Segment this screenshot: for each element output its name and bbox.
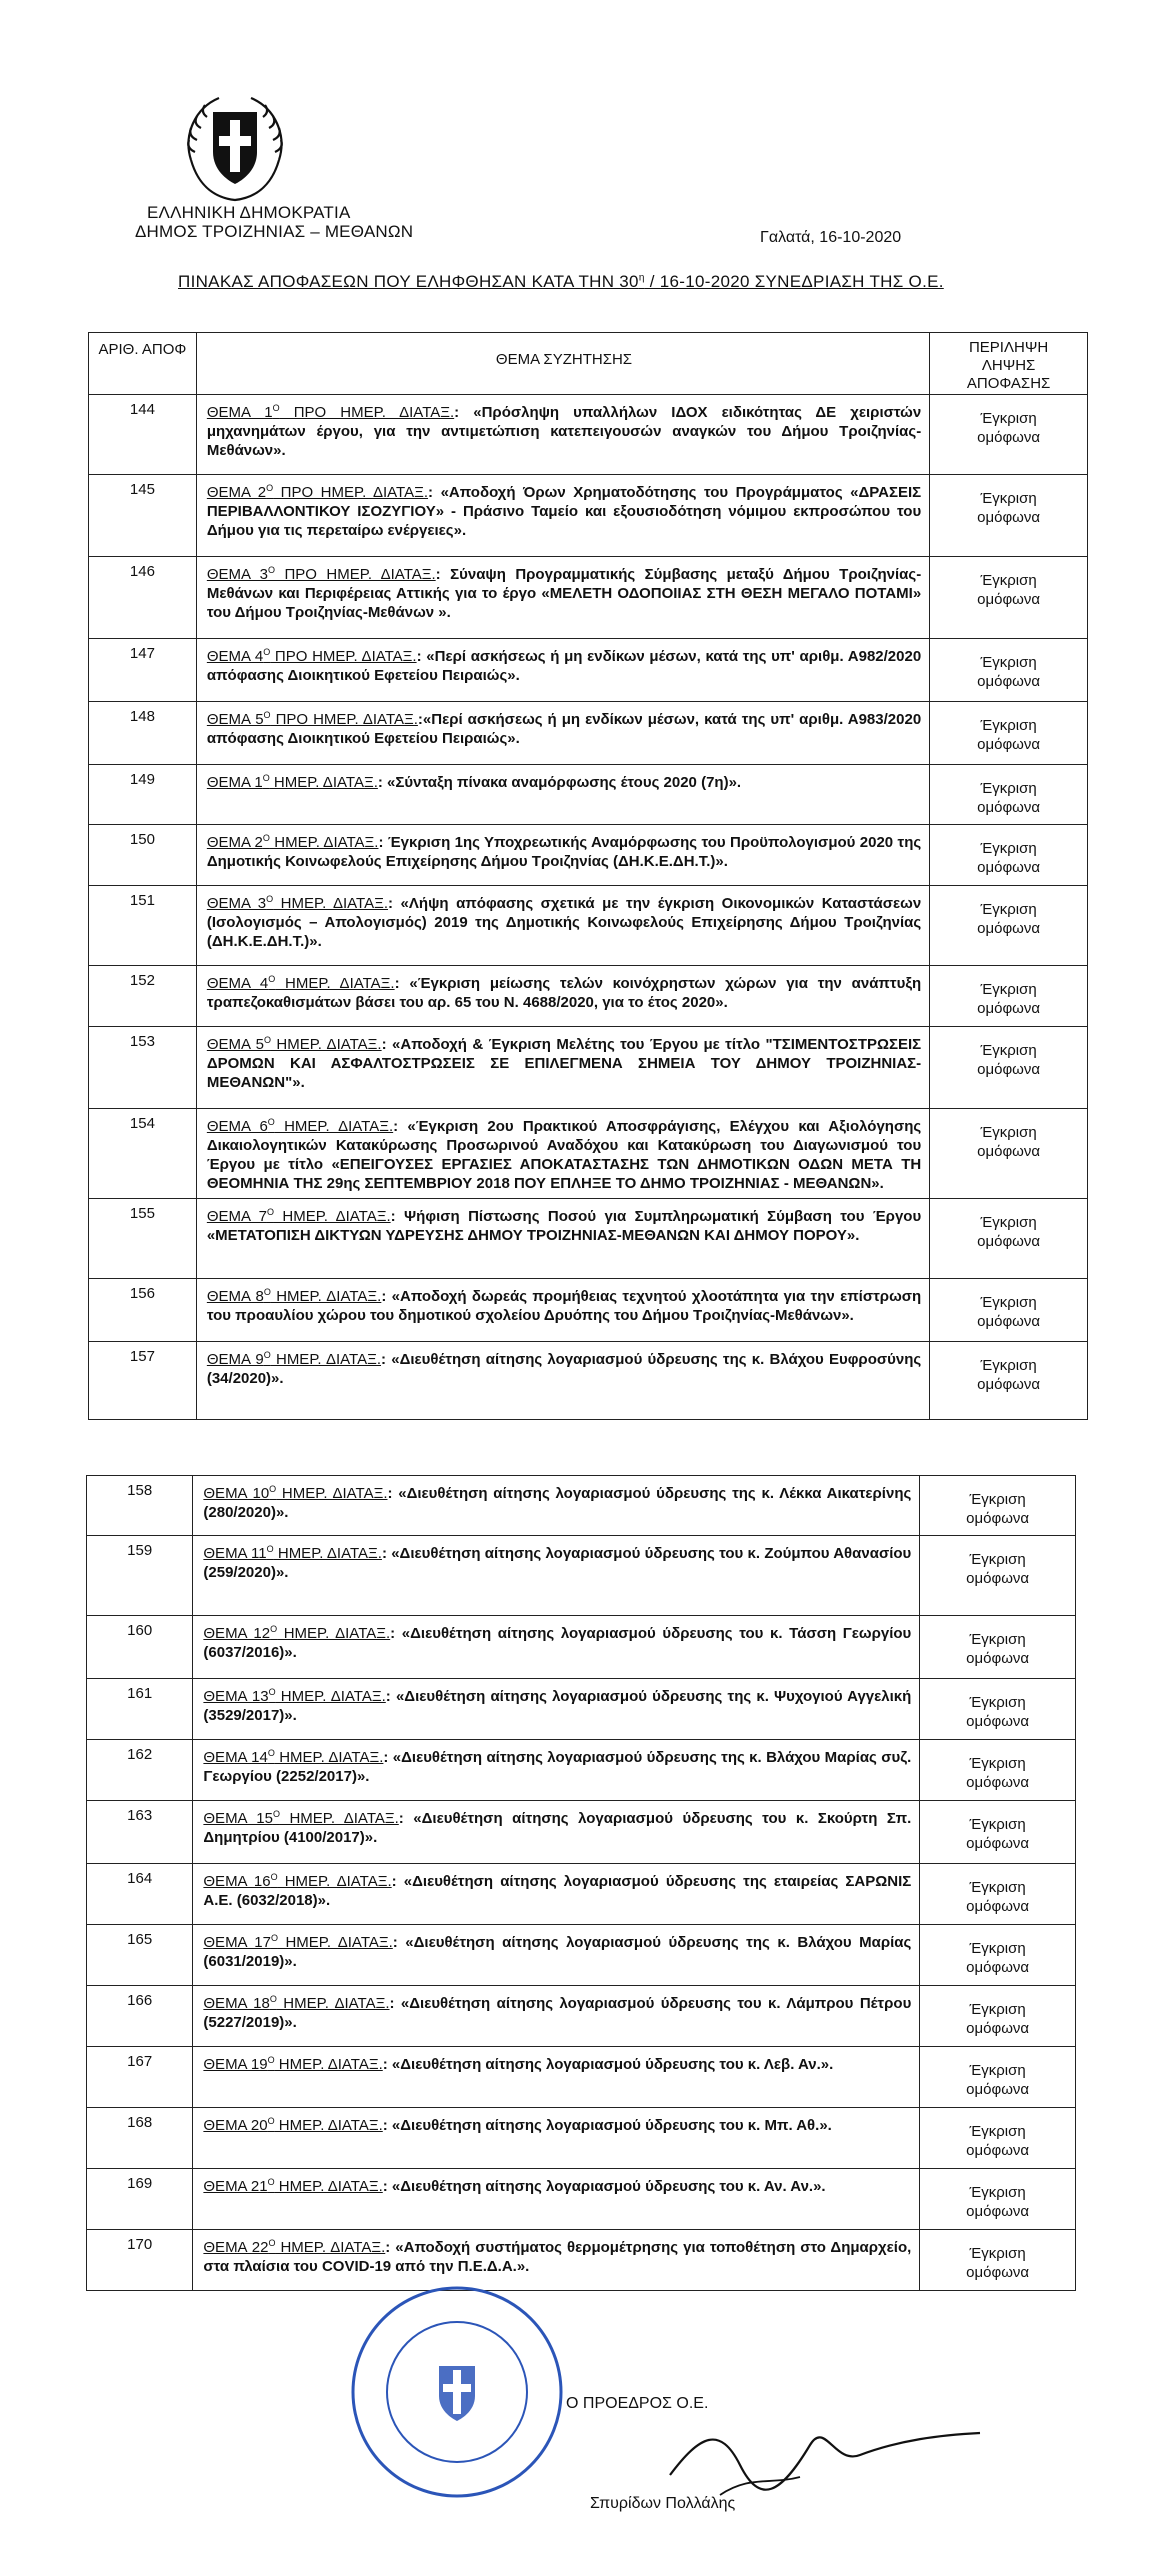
table-row bbox=[89, 1279, 1088, 1342]
decision-result: Έγκριση ομόφωνα bbox=[920, 2108, 1076, 2169]
decision-number: 151 bbox=[89, 886, 197, 966]
decision-subject bbox=[196, 1342, 929, 1420]
topic-text: : «Αποδοχή δωρεάς προμήθειας τεχνητού χλοοτάπητα για την επίστρωση του προαυλίου χώρου του δημοτικού σχολείου Δρυόπης του Δήμου Τροιζηνίας-Μεθάνων». bbox=[206, 1288, 922, 1324]
topic-label: ΘΕΜΑ $5^O$ ΠΡΟ ΗΜΕΡ. ΔΙΑΤΑΞ. bbox=[206, 710, 418, 728]
topic-label: ΘΕΜΑ $11^O$ ΗΜΕΡ. ΔΙΑΤΑΞ. bbox=[203, 1544, 382, 1562]
topic-text: : «Διευθέτηση αίτησης λογαριασμού ύδρευσης της κ. Βλάχου Μαρίας (6031/2019)». bbox=[203, 1934, 912, 1970]
topic-text: : «Διευθέτηση αίτησης λογαριασμού ύδρευσης της κ. Βλάχου Μαρίας συζ. Γεωργίου (2252/2017)». bbox=[203, 1749, 912, 1785]
decision-subject bbox=[196, 639, 929, 702]
table-row bbox=[89, 966, 1088, 1027]
coat-of-arms-emblem bbox=[177, 90, 293, 210]
decision-number: 166 bbox=[87, 1986, 193, 2047]
table-row bbox=[87, 1679, 1076, 1740]
decision-subject bbox=[193, 1864, 920, 1925]
table-row bbox=[89, 475, 1088, 557]
header-municipality: ΔΗΜΟΣ ΤΡΟΙΖΗΝΙΑΣ – ΜΕΘΑΝΩΝ bbox=[135, 222, 414, 241]
topic-label: ΘΕΜΑ $22^O$ ΗΜΕΡ. ΔΙΑΤΑΞ. bbox=[203, 2238, 386, 2256]
topic-text: : «Διευθέτηση αίτησης λογαριασμού ύδρευσης της κ. Βλάχου Ευφροσύνης (34/2020)». bbox=[206, 1351, 922, 1387]
decisions-table-page1 bbox=[88, 332, 1088, 1420]
table-row bbox=[87, 1616, 1076, 1679]
table-row bbox=[87, 1864, 1076, 1925]
decision-number: 144 bbox=[89, 395, 197, 475]
topic-label: ΘΕΜΑ $3^O$ ΠΡΟ ΗΜΕΡ. ΔΙΑΤΑΞ. bbox=[206, 565, 436, 583]
decision-number: 159 bbox=[87, 1536, 193, 1616]
decision-subject bbox=[196, 702, 929, 765]
decision-number: 169 bbox=[87, 2169, 193, 2230]
topic-label: ΘΕΜΑ $14^O$ ΗΜΕΡ. ΔΙΑΤΑΞ. bbox=[203, 1748, 384, 1766]
topic-label: ΘΕΜΑ $20^O$ ΗΜΕΡ. ΔΙΑΤΑΞ. bbox=[203, 2116, 383, 2134]
decision-number: 156 bbox=[89, 1279, 197, 1342]
decision-number: 145 bbox=[89, 475, 197, 557]
table-header-row bbox=[89, 333, 1088, 395]
topic-label: ΘΕΜΑ $18^O$ ΗΜΕΡ. ΔΙΑΤΑΞ. bbox=[203, 1994, 390, 2012]
decision-result: Έγκριση ομόφωνα bbox=[930, 395, 1088, 475]
document-date: Γαλατά, 16-10-2020 bbox=[760, 229, 902, 246]
decision-number: 149 bbox=[89, 765, 197, 825]
topic-text: : «Διευθέτηση αίτησης λογαριασμού ύδρευσης του κ. Ζούμπου Αθανασίου (259/2020)». bbox=[203, 1545, 912, 1581]
decision-result: Έγκριση ομόφωνα bbox=[920, 1740, 1076, 1801]
decision-result: Έγκριση ομόφωνα bbox=[920, 1925, 1076, 1986]
col-decision-number: ΑΡΙΘ. ΑΠΟΦ bbox=[89, 333, 197, 395]
topic-text: : Σύναψη Προγραμματικής Σύμβασης μεταξύ Δήμου Τροιζηνίας-Μεθάνων και Περιφέρειας Αττικής για το έργο «ΜΕΛΕΤΗ ΟΔΟΠΟΙΙΑΣ ΣΤΗ ΘΕΣΗ ΜΕΓΑΛΟ ΠΟΤΑΜΙ» του Δήμου Τροιζηνίας-Μεθάνων ». bbox=[206, 566, 922, 621]
topic-text: : Ψήφιση Πίστωσης Ποσού για Συμπληρωματική Σύμβαση του Έργου «ΜΕΤΑΤΟΠΙΣΗ ΔΙΚΤΥΩΝ ΥΔΡΕΥΣΗΣ ΔΗΜΟΥ ΤΡΟΙΖΗΝΙΑΣ-ΜΕΘΑΝΩΝ ΚΑΙ ΔΗΜΟΥ ΠΟΡΟΥ». bbox=[206, 1208, 922, 1244]
topic-text: : «Διευθέτηση αίτησης λογαριασμού ύδρευσης του κ. Τάσση Γεωργίου (6037/2016)». bbox=[203, 1625, 912, 1661]
decision-result: Έγκριση ομόφωνα bbox=[920, 1801, 1076, 1864]
decision-subject bbox=[196, 1109, 929, 1199]
topic-text: : «Διευθέτηση αίτησης λογαριασμού ύδρευσης της κ. Λέκκα Αικατερίνης (280/2020)». bbox=[203, 1485, 912, 1521]
topic-text: : «Έγκριση 2ου Πρακτικού Αποσφράγισης, Ελέγχου και Αξιολόγησης Δικαιολογητικών Κατακύρωσης Προσωρινού Αναδόχου και Κατακύρωση του Διαγωνισμού του Έργου με τίτλο «ΕΠΕΙΓΟΥΣΕΣ ΕΡΓΑΣΙΕΣ ΑΠΟΚΑΤΑΣΤΑΣΗΣ ΤΩΝ ΔΗΜΟΤΙΚΩΝ ΟΔΩΝ ΜΕΤΑ ΤΗ ΘΕΟΜΗΝΙΑ ΤΗΣ 29ης ΣΕΠΤΕΜΒΡΙΟΥ 2018 ΠΟΥ ΕΠΛΗΞΕ ΤΟ ΔΗΜΟ ΤΡΟΙΖΗΝΙΑΣ - ΜΕΘΑΝΩΝ». bbox=[206, 1118, 922, 1192]
topic-text: : «Διευθέτηση αίτησης λογαριασμού ύδρευσης του κ. Λεβ. Αν.». bbox=[382, 2056, 834, 2073]
decision-result: Έγκριση ομόφωνα bbox=[930, 557, 1088, 639]
header-country: ΕΛΛΗΝΙΚΗ ΔΗΜΟΚΡΑΤΙΑ bbox=[147, 203, 351, 222]
col-subject: ΘΕΜΑ ΣΥΖΗΤΗΣΗΣ bbox=[196, 333, 929, 395]
decision-number: 168 bbox=[87, 2108, 193, 2169]
decision-subject bbox=[193, 2169, 920, 2230]
signatory-name: Σπυρίδων Πολλάλης bbox=[590, 2495, 736, 2512]
decision-result: Έγκριση ομόφωνα bbox=[930, 1199, 1088, 1279]
decision-subject bbox=[196, 1027, 929, 1109]
decision-subject bbox=[193, 1616, 920, 1679]
table-row bbox=[87, 2108, 1076, 2169]
decision-subject bbox=[196, 475, 929, 557]
table-row bbox=[89, 825, 1088, 886]
topic-label: ΘΕΜΑ $4^O$ ΗΜΕΡ. ΔΙΑΤΑΞ. bbox=[206, 974, 395, 992]
signatory-role: Ο ΠΡΟΕΔΡΟΣ Ο.Ε. bbox=[566, 2395, 709, 2412]
table-row bbox=[87, 2047, 1076, 2108]
decision-result: Έγκριση ομόφωνα bbox=[920, 1986, 1076, 2047]
topic-label: ΘΕΜΑ $5^O$ ΗΜΕΡ. ΔΙΑΤΑΞ. bbox=[206, 1035, 382, 1053]
decision-result: Έγκριση ομόφωνα bbox=[920, 1679, 1076, 1740]
topic-label: ΘΕΜΑ $15^O$ ΗΜΕΡ. ΔΙΑΤΑΞ. bbox=[203, 1809, 399, 1827]
decision-subject bbox=[193, 1476, 920, 1536]
decision-result: Έγκριση ομόφωνα bbox=[920, 2047, 1076, 2108]
decision-subject bbox=[196, 395, 929, 475]
topic-label: ΘΕΜΑ $2^O$ ΗΜΕΡ. ΔΙΑΤΑΞ. bbox=[206, 833, 379, 851]
topic-label: ΘΕΜΑ $1^O$ ΗΜΕΡ. ΔΙΑΤΑΞ. bbox=[206, 773, 378, 791]
topic-text: : «Λήψη απόφασης σχετικά με την έγκριση Οικονομικών Καταστάσεων (Ισολογισμός – Απολογισμός) 2019 της Δημοτικής Κοινωφελούς Επιχείρησης Δήμου Τροιζηνίας (ΔΗ.Κ.Ε.ΔΗ.Τ.)». bbox=[206, 895, 922, 950]
decision-subject bbox=[196, 1279, 929, 1342]
topic-label: ΘΕΜΑ $16^O$ ΗΜΕΡ. ΔΙΑΤΑΞ. bbox=[203, 1872, 392, 1890]
table-row bbox=[89, 395, 1088, 475]
decision-number: 153 bbox=[89, 1027, 197, 1109]
decision-subject bbox=[193, 1986, 920, 2047]
topic-text: : «Αποδοχή & Έγκριση Μελέτης του Έργου με τίτλο "ΤΣΙΜΕΝΤΟΣΤΡΩΣΕΙΣ ΔΡΟΜΩΝ ΚΑΙ ΑΣΦΑΛΤΟΣΤΡΩΣΕΙΣ ΣΕ ΕΠΙΛΕΓΜΕΝΑ ΣΗΜΕΙΑ ΤΟΥ ΔΗΜΟΥ ΤΡΟΙΖΗΝΙΑΣ-ΜΕΘΑΝΩΝ"». bbox=[206, 1036, 922, 1091]
decision-number: 147 bbox=[89, 639, 197, 702]
table-row bbox=[89, 886, 1088, 966]
decision-number: 150 bbox=[89, 825, 197, 886]
topic-label: ΘΕΜΑ $8^O$ ΗΜΕΡ. ΔΙΑΤΑΞ. bbox=[206, 1287, 382, 1305]
topic-text: : «Διευθέτηση αίτησης λογαριασμού ύδρευσης της κ. Ψυχογιού Αγγελική (3529/2017)». bbox=[203, 1688, 912, 1724]
decision-subject bbox=[193, 2108, 920, 2169]
topic-label: ΘΕΜΑ $4^O$ ΠΡΟ ΗΜΕΡ. ΔΙΑΤΑΞ. bbox=[206, 647, 417, 665]
topic-label: ΘΕΜΑ $1^O$ ΠΡΟ ΗΜΕΡ. ΔΙΑΤΑΞ. bbox=[206, 403, 455, 421]
decision-subject bbox=[196, 825, 929, 886]
topic-label: ΘΕΜΑ $10^O$ ΗΜΕΡ. ΔΙΑΤΑΞ. bbox=[203, 1484, 388, 1502]
topic-text: : «Περί ασκήσεως ή μη ενδίκων μέσων, κατά της υπ' αριθμ. Α982/2020 απόφασης Διοικητικού Εφετείου Πειραιώς». bbox=[206, 648, 922, 684]
decision-result: Έγκριση ομόφωνα bbox=[920, 1616, 1076, 1679]
table-row bbox=[89, 1109, 1088, 1199]
decision-number: 160 bbox=[87, 1616, 193, 1679]
topic-text: : «Αποδοχή Όρων Χρηματοδότησης του Προγράμματος «ΔΡΑΣΕΙΣ ΠΕΡΙΒΑΛΛΟΝΤΙΚΟΥ ΙΣΟΖΥΓΙΟΥ» - Πράσινο Ταμείο και εξουσιοδότηση νόμιμου εκπροσώπου του Δήμου για τις περεταίρω ενέργειες». bbox=[206, 484, 922, 539]
topic-text: : «Διευθέτηση αίτησης λογαριασμού ύδρευσης του κ. Αν. Αν.». bbox=[382, 2178, 826, 2195]
decision-subject bbox=[196, 1199, 929, 1279]
table-row bbox=[89, 1199, 1088, 1279]
table-row bbox=[89, 1027, 1088, 1109]
decision-result: Έγκριση ομόφωνα bbox=[930, 702, 1088, 765]
topic-text: :«Περί ασκήσεως ή μη ενδίκων μέσων, κατά της υπ' αριθμ. Α983/2020 απόφασης Διοικητικού Εφετείου Πειραιώς». bbox=[206, 711, 922, 747]
decision-result: Έγκριση ομόφωνα bbox=[930, 765, 1088, 825]
topic-text: : Έγκριση 1ης Υποχρεωτικής Αναμόρφωσης του Προϋπολογισμού 2020 της Δημοτικής Κοινωφελούς Επιχείρησης Δήμου Τροιζηνίας (ΔΗ.Κ.Ε.ΔΗ.Τ.)». bbox=[206, 834, 922, 870]
decision-subject bbox=[193, 1679, 920, 1740]
decision-result: Έγκριση ομόφωνα bbox=[930, 1342, 1088, 1420]
decision-result: Έγκριση ομόφωνα bbox=[930, 1279, 1088, 1342]
table-row bbox=[87, 1925, 1076, 1986]
decision-number: 170 bbox=[87, 2230, 193, 2291]
decision-number: 165 bbox=[87, 1925, 193, 1986]
table-row bbox=[87, 2230, 1076, 2291]
decision-number: 157 bbox=[89, 1342, 197, 1420]
decision-number: 162 bbox=[87, 1740, 193, 1801]
topic-label: ΘΕΜΑ $2^O$ ΠΡΟ ΗΜΕΡ. ΔΙΑΤΑΞ. bbox=[206, 483, 429, 501]
decision-number: 148 bbox=[89, 702, 197, 765]
decision-number: 155 bbox=[89, 1199, 197, 1279]
table-row bbox=[87, 1476, 1076, 1536]
decision-number: 146 bbox=[89, 557, 197, 639]
topic-text: : «Σύνταξη πίνακα αναμόρφωσης έτους 2020 (7η)». bbox=[377, 774, 742, 791]
topic-text: : «Πρόσληψη υπαλλήλων ΙΔΟΧ ειδικότητας ΔΕ χειριστών μηχανημάτων έργου, για την αντιμετώπιση κατεπειγουσών αναγκών του Δήμου Τροιζηνίας-Μεθάνων». bbox=[206, 404, 922, 459]
decision-result: Έγκριση ομόφωνα bbox=[930, 966, 1088, 1027]
decision-subject bbox=[196, 966, 929, 1027]
col-result: ΠΕΡΙΛΗΨΗ ΛΗΨΗΣ ΑΠΟΦΑΣΗΣ bbox=[930, 333, 1088, 395]
topic-text: : «Αποδοχή συστήματος θερμομέτρησης για τοποθέτηση στο Δημαρχείο, στα πλαίσια του COVID-19 από την Π.Ε.Δ.Α.». bbox=[203, 2239, 912, 2275]
decision-subject bbox=[196, 765, 929, 825]
topic-text: : «Διευθέτηση αίτησης λογαριασμού ύδρευσης του κ. Μπ. Αθ.». bbox=[382, 2117, 832, 2134]
decision-number: 158 bbox=[87, 1476, 193, 1536]
topic-text: : «Διευθέτηση αίτησης λογαριασμού ύδρευσης της εταιρείας ΣΑΡΩΝΙΣ Α.Ε. (6032/2018)». bbox=[203, 1873, 912, 1909]
topic-label: ΘΕΜΑ $12^O$ ΗΜΕΡ. ΔΙΑΤΑΞ. bbox=[203, 1624, 391, 1642]
topic-label: ΘΕΜΑ $19^O$ ΗΜΕΡ. ΔΙΑΤΑΞ. bbox=[203, 2055, 383, 2073]
decision-subject bbox=[196, 557, 929, 639]
topic-text: : «Διευθέτηση αίτησης λογαριασμού ύδρευσης του κ. Σκούρτη Σπ. Δημητρίου (4100/2017)». bbox=[203, 1810, 912, 1846]
document-title: ΠΙΝΑΚΑΣ ΑΠΟΦΑΣΕΩΝ ΠΟΥ ΕΛΗΦΘΗΣΑΝ ΚΑΤΑ ΤΗΝ $30^\eta / 16-10-2020$ ΣΥΝΕΔΡΙΑΣΗ ΤΗΣ Ο.Ε. bbox=[178, 272, 944, 291]
decision-result: Έγκριση ομόφωνα bbox=[930, 1109, 1088, 1199]
decision-result: Έγκριση ομόφωνα bbox=[930, 475, 1088, 557]
topic-label: ΘΕΜΑ $6^O$ ΗΜΕΡ. ΔΙΑΤΑΞ. bbox=[206, 1117, 394, 1135]
decision-number: 161 bbox=[87, 1679, 193, 1740]
decision-number: 154 bbox=[89, 1109, 197, 1199]
decision-result: Έγκριση ομόφωνα bbox=[920, 1536, 1076, 1616]
decision-result: Έγκριση ομόφωνα bbox=[920, 2230, 1076, 2291]
decisions-table-page2 bbox=[86, 1475, 1076, 2291]
table-row bbox=[89, 765, 1088, 825]
decision-result: Έγκριση ομόφωνα bbox=[920, 1864, 1076, 1925]
decision-result: Έγκριση ομόφωνα bbox=[930, 1027, 1088, 1109]
decision-subject bbox=[193, 1536, 920, 1616]
decision-number: 163 bbox=[87, 1801, 193, 1864]
decision-subject bbox=[193, 1925, 920, 1986]
decision-result: Έγκριση ομόφωνα bbox=[920, 2169, 1076, 2230]
table-row bbox=[89, 639, 1088, 702]
decision-number: 164 bbox=[87, 1864, 193, 1925]
decision-result: Έγκριση ομόφωνα bbox=[920, 1476, 1076, 1536]
table-row bbox=[87, 2169, 1076, 2230]
topic-label: ΘΕΜΑ $9^O$ ΗΜΕΡ. ΔΙΑΤΑΞ. bbox=[206, 1350, 382, 1368]
table-row bbox=[87, 1740, 1076, 1801]
topic-label: ΘΕΜΑ $3^O$ ΗΜΕΡ. ΔΙΑΤΑΞ. bbox=[206, 894, 389, 912]
topic-label: ΘΕΜΑ $7^O$ ΗΜΕΡ. ΔΙΑΤΑΞ. bbox=[206, 1207, 391, 1225]
decision-subject bbox=[193, 2047, 920, 2108]
topic-label: ΘΕΜΑ $17^O$ ΗΜΕΡ. ΔΙΑΤΑΞ. bbox=[203, 1933, 393, 1951]
table-row bbox=[87, 1801, 1076, 1864]
decision-subject bbox=[193, 1740, 920, 1801]
decision-subject bbox=[193, 1801, 920, 1864]
decision-result: Έγκριση ομόφωνα bbox=[930, 886, 1088, 966]
topic-label: ΘΕΜΑ $13^O$ ΗΜΕΡ. ΔΙΑΤΑΞ. bbox=[203, 1687, 386, 1705]
decision-result: Έγκριση ομόφωνα bbox=[930, 639, 1088, 702]
table-row bbox=[89, 557, 1088, 639]
topic-text: : «Διευθέτηση αίτησης λογαριασμού ύδρευσης του κ. Λάμπρου Πέτρου (5227/2019)». bbox=[203, 1995, 912, 2031]
topic-label: ΘΕΜΑ $21^O$ ΗΜΕΡ. ΔΙΑΤΑΞ. bbox=[203, 2177, 383, 2195]
decision-number: 167 bbox=[87, 2047, 193, 2108]
table-row bbox=[89, 702, 1088, 765]
table-row bbox=[87, 1986, 1076, 2047]
decision-result: Έγκριση ομόφωνα bbox=[930, 825, 1088, 886]
decision-subject bbox=[196, 886, 929, 966]
topic-text: : «Έγκριση μείωσης τελών κοινόχρηστων χώρων για την ανάπτυξη τραπεζοκαθισμάτων βάσει του αρ. 65 του Ν. 4688/2020, για το έτος 2020». bbox=[206, 975, 922, 1011]
table-row bbox=[87, 1536, 1076, 1616]
decision-number: 152 bbox=[89, 966, 197, 1027]
municipal-stamp bbox=[347, 2282, 567, 2502]
table-row bbox=[89, 1342, 1088, 1420]
